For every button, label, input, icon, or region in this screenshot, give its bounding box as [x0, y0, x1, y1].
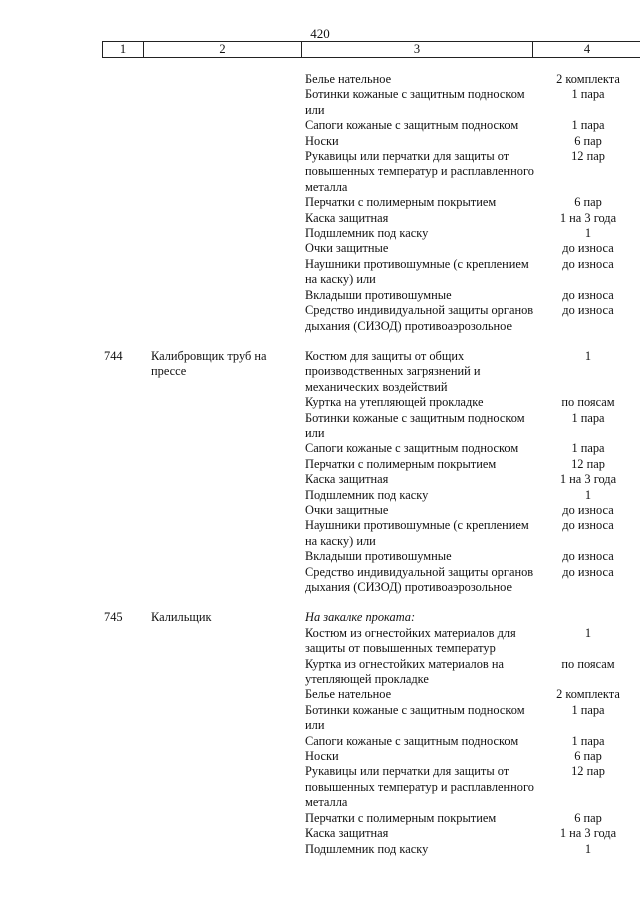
- ppe-quantity: 1 на 3 года: [559, 472, 617, 487]
- entry-number: 745: [104, 610, 123, 625]
- table-row: [0, 610, 640, 625]
- table-row: [0, 734, 640, 749]
- table-row: [0, 395, 640, 410]
- ppe-quantity: 1 пара: [571, 702, 605, 717]
- ppe-item: Сапоги кожаные с защитным подноском: [305, 733, 519, 748]
- ppe-quantity: 6 пар: [574, 749, 602, 764]
- subheading: На закалке проката:: [305, 610, 416, 625]
- ppe-quantity: 6 пар: [574, 133, 602, 148]
- ppe-quantity: до износа: [562, 502, 614, 517]
- ppe-item: Белье нательное: [305, 687, 392, 702]
- ppe-item: Сапоги кожаные с защитным подноском: [305, 441, 519, 456]
- ppe-item: Куртка из огнестойких материалов на утепляющей прокладке: [305, 656, 505, 687]
- table-row: [0, 303, 640, 334]
- table-row: [0, 657, 640, 688]
- ppe-quantity: 1 пара: [571, 733, 605, 748]
- header-col-4: 4: [583, 42, 591, 56]
- table-row: [0, 503, 640, 518]
- header-col-3: 3: [302, 42, 533, 57]
- ppe-item: Перчатки с полимерным покрытием: [305, 810, 497, 825]
- table-row: [0, 764, 640, 810]
- ppe-item: Очки защитные: [305, 502, 389, 517]
- ppe-quantity: 2 комплекта: [556, 687, 620, 702]
- table-row: [0, 149, 640, 195]
- ppe-item: Подшлемник под каску: [305, 487, 429, 502]
- ppe-item: Вкладыши противошумные: [305, 287, 452, 302]
- ppe-item: Рукавицы или перчатки для защиты от повышенных температур и расплавленного металла: [305, 149, 534, 194]
- entry-group: [0, 349, 640, 596]
- ppe-quantity: до износа: [562, 287, 614, 302]
- ppe-item: Очки защитные: [305, 241, 389, 256]
- ppe-item: Каска защитная: [305, 472, 389, 487]
- ppe-quantity: 6 пар: [574, 810, 602, 825]
- table-row: [0, 687, 640, 702]
- ppe-quantity: 1 на 3 года: [559, 210, 617, 225]
- table-row: [0, 257, 640, 288]
- entry-group: [0, 72, 640, 334]
- ppe-quantity: 1 пара: [571, 87, 605, 102]
- table-row: [0, 411, 640, 442]
- ppe-quantity: 12 пар: [571, 764, 605, 779]
- ppe-item: Ботинки кожаные с защитным подноском или: [305, 87, 525, 117]
- table-row: [0, 211, 640, 226]
- table-row: [0, 826, 640, 841]
- table-row: [0, 488, 640, 503]
- header-col-1: 1: [103, 42, 144, 57]
- ppe-quantity: 2 комплекта: [556, 72, 620, 86]
- ppe-item: Белье нательное: [305, 72, 392, 86]
- entry-group: [0, 610, 640, 857]
- ppe-quantity: 1: [584, 226, 592, 241]
- table-row: [0, 626, 640, 657]
- table-row: [0, 518, 640, 549]
- table-row: [0, 472, 640, 487]
- ppe-item: Куртка на утепляющей прокладке: [305, 395, 484, 410]
- table-row: [0, 549, 640, 564]
- ppe-item: Каска защитная: [305, 826, 389, 841]
- ppe-quantity: 1: [584, 841, 592, 856]
- table-row: [0, 457, 640, 472]
- table-row: [0, 842, 640, 857]
- ppe-item: Костюм для защиты от общих производственных загрязнений и механических воздействий: [305, 348, 481, 394]
- table-row: [0, 749, 640, 764]
- table-row: [0, 87, 640, 118]
- table-row: [0, 195, 640, 210]
- table-row: [0, 349, 640, 395]
- ppe-quantity: до износа: [562, 241, 614, 256]
- ppe-quantity: 12 пар: [571, 149, 605, 164]
- ppe-item: Сапоги кожаные с защитным подноском: [305, 118, 519, 133]
- ppe-item: Подшлемник под каску: [305, 841, 429, 856]
- ppe-quantity: 1 пара: [571, 118, 605, 133]
- table-row: [0, 72, 640, 87]
- table-row: [0, 565, 640, 596]
- table-row: [0, 226, 640, 241]
- ppe-quantity: 1: [584, 348, 592, 363]
- ppe-item: Перчатки с полимерным покрытием: [305, 456, 497, 471]
- ppe-quantity: до износа: [562, 256, 614, 271]
- table-row: [0, 288, 640, 303]
- ppe-item: Средство индивидуальной защиты органов дыхания (СИЗОД) противоаэрозольное: [305, 303, 534, 333]
- profession-name: Калибровщик труб на прессе: [151, 348, 267, 379]
- ppe-item: Наушники противошумные (с креплением на каску) или: [305, 518, 529, 548]
- ppe-item: Перчатки с полимерным покрытием: [305, 195, 497, 210]
- ppe-quantity: 12 пар: [571, 456, 605, 471]
- profession-name: Калильщик: [151, 610, 212, 625]
- ppe-quantity: до износа: [562, 303, 614, 318]
- ppe-item: Ботинки кожаные с защитным подноском или: [305, 410, 525, 440]
- table-row: [0, 134, 640, 149]
- ppe-item: Подшлемник под каску: [305, 226, 429, 241]
- ppe-item: Рукавицы или перчатки для защиты от повышенных температур и расплавленного металла: [305, 764, 534, 810]
- ppe-quantity: 1: [584, 625, 592, 640]
- header-col-2: 2: [144, 42, 302, 57]
- ppe-quantity: по поясам: [561, 395, 615, 410]
- ppe-quantity: 1 пара: [571, 410, 605, 425]
- ppe-item: Носки: [305, 133, 339, 148]
- ppe-item: Ботинки кожаные с защитным подноском или: [305, 702, 525, 733]
- page-number: 420: [310, 26, 330, 41]
- ppe-item: Средство индивидуальной защиты органов дыхания (СИЗОД) противоаэрозольное: [305, 564, 534, 594]
- table-row: [0, 703, 640, 734]
- table-row: [0, 811, 640, 826]
- ppe-quantity: до износа: [562, 518, 614, 533]
- table-row: [0, 241, 640, 256]
- ppe-item: Наушники противошумные (с креплением на каску) или: [305, 256, 529, 287]
- table-body: [0, 72, 640, 857]
- table-row: [0, 441, 640, 456]
- table-header: [102, 41, 640, 58]
- ppe-quantity: 1 на 3 года: [559, 826, 617, 841]
- ppe-quantity: до износа: [562, 564, 614, 579]
- ppe-item: Носки: [305, 749, 339, 764]
- ppe-quantity: по поясам: [561, 656, 615, 671]
- ppe-quantity: 1: [584, 487, 592, 502]
- ppe-item: Вкладыши противошумные: [305, 549, 452, 564]
- ppe-quantity: 1 пара: [571, 441, 605, 456]
- ppe-item: Костюм из огнестойких материалов для защиты от повышенных температур: [305, 625, 516, 656]
- ppe-quantity: 6 пар: [574, 195, 602, 210]
- ppe-item: Каска защитная: [305, 210, 389, 225]
- ppe-quantity: до износа: [562, 549, 614, 564]
- entry-number: 744: [104, 348, 123, 363]
- table-row: [0, 118, 640, 133]
